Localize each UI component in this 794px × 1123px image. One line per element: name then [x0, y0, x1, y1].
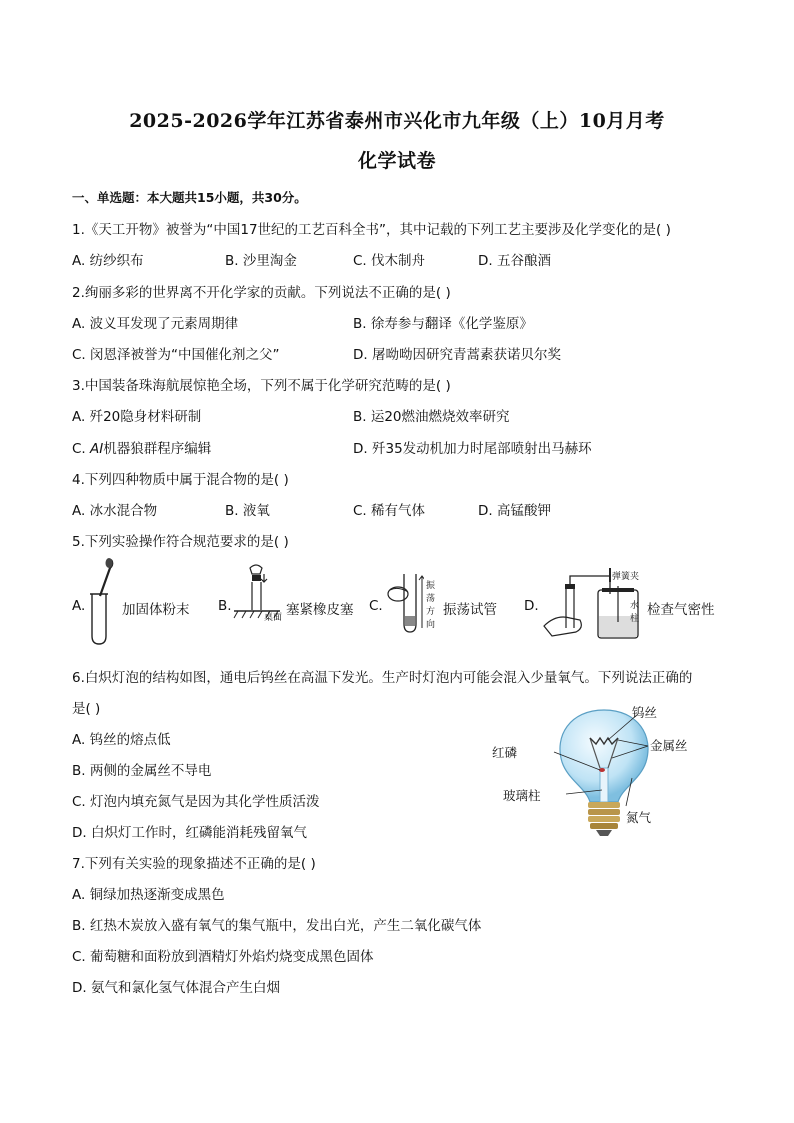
q3-option-c-prefix: C.	[72, 441, 91, 457]
q5-option-c-label: 振荡试管	[443, 602, 497, 618]
q6-option-a: A. 钨丝的熔点低	[72, 732, 171, 748]
q5-option-b-letter: B.	[218, 598, 232, 614]
q5-option-b-label: 塞紧橡皮塞	[286, 602, 354, 618]
q1-option-a: A. 纺纱织布	[72, 253, 144, 269]
q6-stem-line2: 是( )	[72, 701, 101, 717]
q1-option-b: B. 沙里淘金	[225, 253, 297, 269]
q7-stem: 7.下列有关实验的现象描述不正确的是( )	[72, 856, 316, 872]
q5-b-desk-label: 桌面	[264, 613, 283, 623]
q5-c-note-3: 方	[426, 607, 436, 617]
q2-option-a: A. 波义耳发现了元素周期律	[72, 316, 239, 332]
bulb-label-metal-wire: 金属丝	[650, 738, 688, 753]
q3-option-b: B. 运20燃油燃烧效率研究	[353, 409, 510, 425]
q5-d-water-label	[630, 598, 640, 624]
q5-option-d-letter: D.	[524, 598, 539, 614]
q5-c-note-4: 向	[426, 620, 436, 630]
q6-option-b: B. 两侧的金属丝不导电	[72, 763, 212, 779]
q2-stem: 2.绚丽多彩的世界离不开化学家的贡献。下列说法不正确的是( )	[72, 285, 451, 301]
q2-option-d: D. 屠呦呦因研究青蒿素获诺贝尔奖	[353, 347, 561, 363]
q5-d-clip-label: 弹簧夹	[612, 572, 640, 582]
q4-option-a: A. 冰水混合物	[72, 503, 158, 519]
q3-option-c	[72, 437, 211, 457]
q5-option-a-label: 加固体粉末	[122, 602, 190, 618]
q5-option-d-label: 检查气密性	[647, 602, 715, 618]
q5-a-figure	[86, 556, 120, 646]
q5-stem: 5.下列实验操作符合规范要求的是( )	[72, 534, 289, 550]
q5-c-direction-note	[426, 578, 436, 630]
q6-option-d: D. 白炽灯工作时，红磷能消耗残留氧气	[72, 825, 307, 841]
q5-d-water-2: 柱	[630, 614, 640, 624]
q4-stem: 4.下列四种物质中属于混合物的是( )	[72, 472, 289, 488]
q4-option-b: B. 液氧	[225, 503, 270, 519]
q3-stem: 3.中国装备珠海航展惊艳全场，下列不属于化学研究范畴的是( )	[72, 378, 451, 394]
q7-option-a: A. 铜绿加热逐渐变成黑色	[72, 887, 225, 903]
q3-option-d: D. 歼35发动机加力时尾部喷射出马赫环	[353, 441, 592, 457]
q1-option-c: C. 伐木制舟	[353, 253, 426, 269]
section-heading: 一、单选题：本大题共15小题，共30分。	[72, 190, 307, 205]
q5-option-a-letter: A.	[72, 598, 86, 614]
q1-option-d: D. 五谷酿酒	[478, 253, 551, 269]
q7-option-c: C. 葡萄糖和面粉放到酒精灯外焰灼烧变成黑色固体	[72, 949, 374, 965]
q7-option-d: D. 氨气和氯化氢气体混合产生白烟	[72, 980, 280, 996]
exam-title: 2025-2026学年江苏省泰州市兴化市九年级（上）10月月考	[129, 110, 665, 132]
bulb-label-tungsten: 钨丝	[632, 705, 658, 720]
exam-subtitle: 化学试卷	[357, 150, 436, 172]
q5-c-figure	[384, 572, 424, 634]
q6-stem-line1: 6.白炽灯泡的结构如图，通电后钨丝在高温下发光。生产时灯泡内可能会混入少量氧气。下列说法正确的	[72, 670, 693, 686]
q3-option-c-rest: 机器狼群程序编辑	[103, 441, 212, 457]
bulb-label-red-phosphorus: 红磷	[492, 745, 518, 760]
q5-d-water-1: 水	[630, 601, 640, 611]
q1-stem: 1.《天工开物》被誉为“中国17世纪的工艺百科全书”，其中记载的下列工艺主要涉及化学变化的是( )	[72, 222, 671, 238]
q2-option-b: B. 徐寿参与翻译《化学鉴原》	[353, 316, 533, 332]
q4-option-c: C. 稀有气体	[353, 503, 426, 519]
q3-option-a: A. 歼20隐身材料研制	[72, 409, 202, 425]
q5-c-note-1: 振	[426, 581, 436, 591]
q5-c-note-2: 荡	[426, 594, 436, 604]
q2-option-c: C. 闵恩泽被誉为“中国催化剂之父”	[72, 347, 280, 363]
q6-option-c: C. 灯泡内填充氮气是因为其化学性质活泼	[72, 794, 320, 810]
q3-option-c-ai: AI	[90, 441, 104, 457]
bulb-label-nitrogen: 氮气	[626, 810, 652, 825]
q5-option-c-letter: C.	[369, 598, 383, 614]
q4-option-d: D. 高锰酸钾	[478, 503, 551, 519]
light-bulb-figure	[520, 706, 690, 842]
bulb-label-glass-post: 玻璃柱	[503, 788, 541, 803]
q7-option-b: B. 红热木炭放入盛有氧气的集气瓶中，发出白光，产生二氧化碳气体	[72, 918, 482, 934]
